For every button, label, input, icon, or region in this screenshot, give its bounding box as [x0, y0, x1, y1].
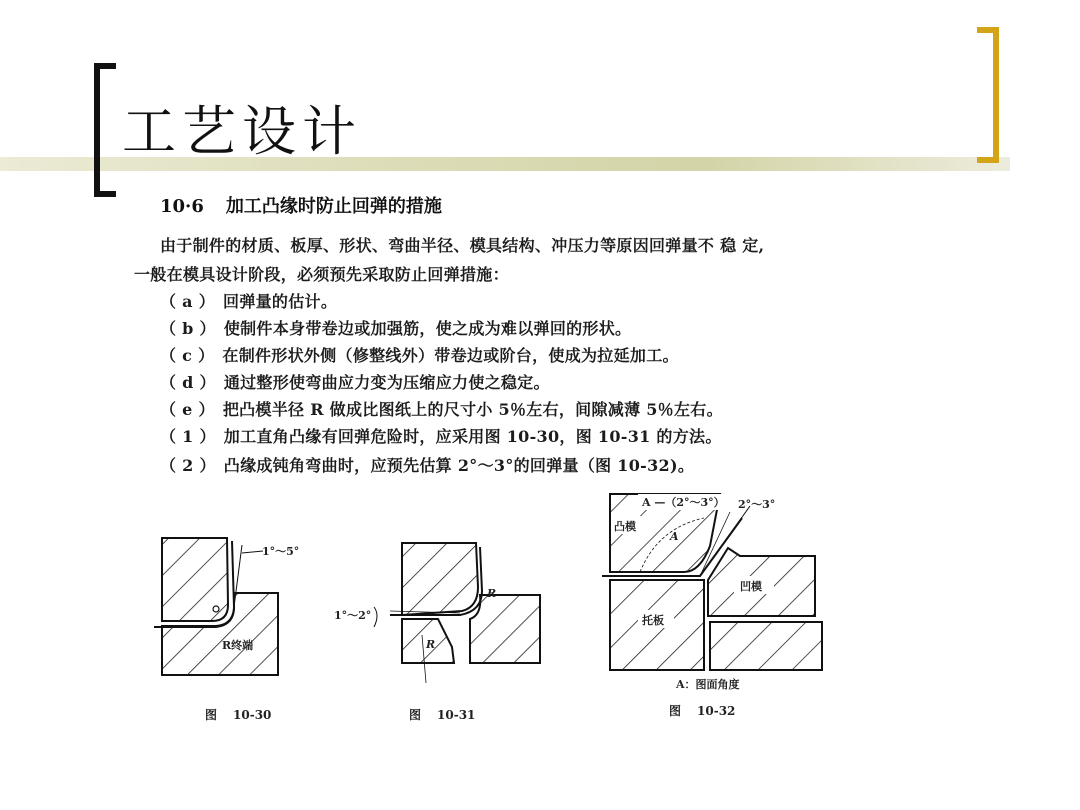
figure-label-angle-note: A —（2°～3°） — [642, 496, 725, 509]
list-marker: （ c ） — [160, 346, 215, 365]
intro-line-1: 由于制件的材质、板厚、形状、弯曲半径、模具结构、冲压力等原因回弹量不 稳 定, — [160, 236, 765, 255]
figure-10-31 — [330, 535, 550, 695]
list-marker: （ a ） — [160, 292, 216, 311]
list-marker: （ d ） — [160, 373, 216, 392]
caption-prefix: 图 — [669, 704, 682, 718]
caption-number: 10-30 — [233, 708, 272, 722]
figure-label-a-mark: A — [670, 530, 679, 543]
list-item-text: 回弹量的估计。 — [223, 292, 338, 311]
list-item-c — [160, 343, 679, 366]
figure-label-angle: 1°～2° — [334, 609, 372, 622]
list-item-text: 加工直角凸缘有回弹危险时，应采用图 10-30，图 10-31 的方法。 — [223, 427, 722, 446]
list-marker: （ 2 ） — [160, 456, 216, 475]
figure-label-angle: 2°～3° — [738, 498, 776, 511]
caption-number: 10-31 — [437, 708, 476, 722]
list-item-text: 使制件本身带卷边或加强筋，使之成为难以弹回的形状。 — [223, 319, 632, 338]
figure-label-r-lower: R — [426, 638, 436, 651]
section-heading — [160, 192, 442, 218]
figure-label-radius-end: R终端 — [222, 639, 254, 652]
caption-number: 10-32 — [697, 704, 736, 718]
section-number: 10·6 — [160, 196, 204, 217]
figure-label-pad: 托板 — [642, 614, 664, 627]
die-shape — [470, 595, 540, 663]
list-item-2 — [160, 453, 694, 476]
caption-prefix: 图 — [205, 708, 218, 722]
base-shape — [710, 622, 822, 670]
figure-caption-10-32 — [669, 702, 735, 719]
list-item-text: 通过整形使弯曲应力变为压缩应力使之稳定。 — [223, 373, 550, 392]
list-marker: （ 1 ） — [160, 427, 216, 446]
punch-shape — [162, 538, 228, 621]
list-item-text: 把凸模半径 R 做成比图纸上的尺寸小 5％左右，间隙减薄 5％左右。 — [222, 400, 723, 419]
slide-title: 工艺设计 — [122, 100, 362, 163]
list-item-b — [160, 316, 631, 339]
list-item-e — [160, 397, 723, 420]
intro-line-2: 一般在模具设计阶段，必须预先采取防止回弹措施： — [134, 265, 509, 284]
section-heading-text: 加工凸缘时防止回弹的措施 — [225, 196, 442, 217]
list-item-d — [160, 370, 550, 393]
figure-legend: A：图面角度 — [676, 678, 740, 691]
figure-caption-10-30 — [205, 706, 271, 723]
left-bracket-icon — [92, 63, 118, 197]
figure-10-32 — [600, 488, 830, 703]
figure-10-30 — [150, 525, 310, 685]
list-marker: （ e ） — [160, 400, 215, 419]
list-item-1 — [160, 424, 722, 447]
list-marker: （ b ） — [160, 319, 216, 338]
caption-prefix: 图 — [409, 708, 422, 722]
figure-label-angle: 1°～5° — [262, 545, 300, 558]
punch-shape — [402, 543, 478, 615]
list-item-text: 在制件形状外侧（修整线外）带卷边或阶台，使成为拉延加工。 — [222, 346, 679, 365]
figure-caption-10-31 — [409, 706, 475, 723]
right-bracket-icon — [975, 27, 1001, 163]
list-item-text: 凸缘成钝角弯曲时，应预先估算 2°～3°的回弹量（图 10-32)。 — [223, 456, 695, 475]
figure-label-punch: 凸模 — [614, 520, 636, 533]
figure-label-die: 凹模 — [740, 580, 762, 593]
figure-label-r-upper: R — [487, 587, 497, 600]
list-item-a — [160, 289, 337, 312]
